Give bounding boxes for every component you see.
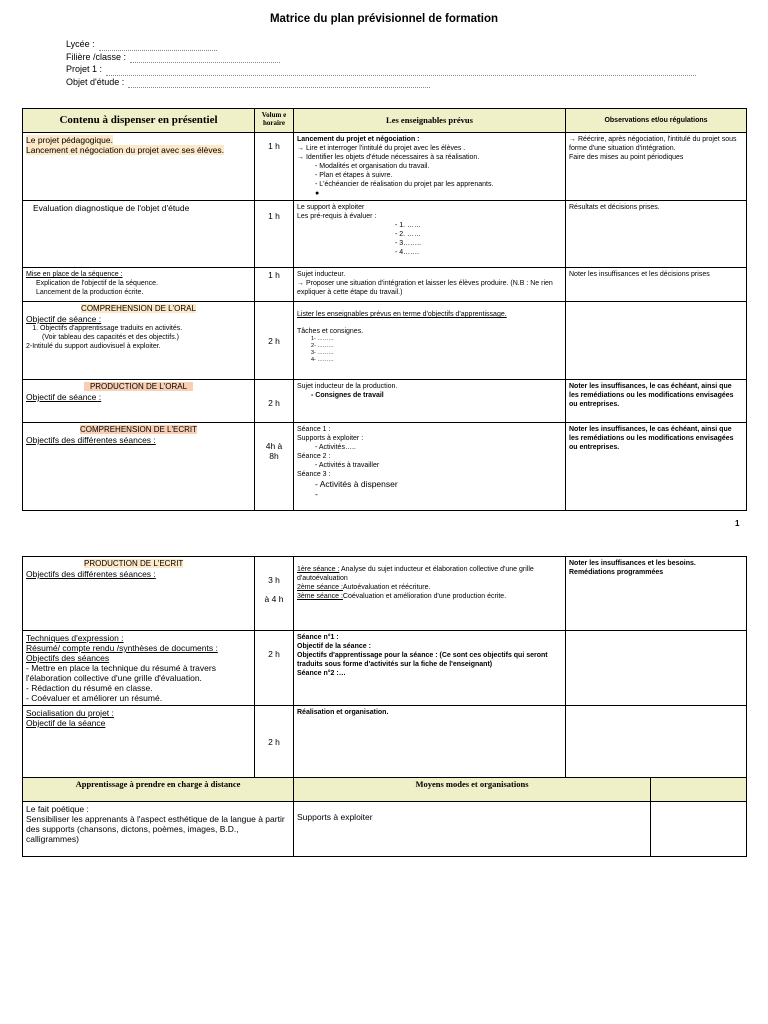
section-heading	[26, 382, 251, 392]
page-number: 1	[735, 519, 740, 528]
projet-label: Projet 1 :	[66, 64, 103, 74]
cell-text: Objectifs des séances	[26, 653, 110, 663]
cell-text: Sensibiliser les apprenants à l'aspect esthétique de la langue à partir des supports (chansons, dictons, poèmes, images, B.D., calligrammes)	[26, 814, 285, 844]
cell-text: Supports à exploiter :	[297, 435, 364, 442]
seance-label: 3ème séance :	[297, 593, 343, 600]
cell-contenu	[23, 557, 255, 631]
cell-text: Séance n°1 :	[297, 634, 339, 641]
cell-contenu	[23, 380, 255, 423]
section-heading	[26, 304, 251, 314]
cell-text: Lancement de la production écrite.	[36, 289, 144, 296]
cell-text: → Identifier les objets d'étude nécessaires à sa réalisation.	[297, 154, 480, 161]
bullet-icon: ●	[315, 190, 320, 197]
cell-text: Objectifs des différentes séances :	[26, 435, 156, 445]
cell-volume	[255, 423, 294, 511]
list-item: 2- ………	[311, 343, 334, 349]
table-header-row	[23, 778, 747, 802]
seance-text: Coévaluation et amélioration d'une production écrite.	[342, 593, 507, 600]
cell-text: Objectif de la séance :	[297, 643, 371, 650]
cell-contenu	[23, 268, 255, 302]
seance-text: Analyse du sujet inducteur et élaboration collective d'une grille d'autoévaluation	[297, 566, 534, 582]
volume-text: 4h à	[265, 441, 283, 451]
cell-text: Faire des mises au point périodiques	[569, 154, 684, 161]
cell-text: Noter les insuffisances et les besoins.	[569, 560, 696, 567]
cell-text: Lancement du projet et négociation :	[297, 136, 420, 143]
cell-observations: Résultats et décisions prises.	[566, 201, 747, 268]
list-item: - Activités…..	[315, 443, 562, 452]
task-list	[297, 336, 562, 364]
header-moyens: Moyens modes et organisations	[294, 778, 651, 802]
section-heading-text: COMPREHENSION DE L'ORAL	[81, 304, 196, 313]
volume-text: 3 h	[268, 575, 280, 585]
cell-text: Le fait poétique :	[26, 804, 89, 814]
cell-text: Mise en place de la séquence :	[26, 271, 123, 278]
info-projet	[66, 63, 696, 76]
cell-volume	[255, 557, 294, 631]
cell-text	[297, 583, 562, 592]
cell-text: Socialisation du projet :	[26, 708, 114, 718]
cell-enseignables	[294, 268, 566, 302]
table-row	[23, 557, 747, 631]
cell-text: Séance 1 :	[297, 426, 331, 433]
header-enseignables: Les enseignables prévus	[294, 109, 566, 133]
table-row	[23, 302, 747, 380]
volume-text: 8h	[269, 451, 279, 461]
cell-observations	[566, 133, 747, 201]
header-distance: Apprentissage à prendre en charge à distance	[23, 778, 294, 802]
cell-observations: Noter les insuffisances et les décisions prises	[566, 268, 747, 302]
cell-text: Lister les enseignables prévus en terme d'objectifs d'apprentissage.	[297, 311, 507, 318]
list-item: 1- ………	[311, 336, 334, 342]
list-item: 3- ………	[311, 350, 334, 356]
cell-volume: 1 h	[255, 268, 294, 302]
section-heading-text: COMPREHENSION DE L'ECRIT	[79, 425, 198, 434]
cell-observations: Noter les insuffisances, le cas échéant, ainsi que les remédiations ou les modifications envisagées ou entreprises.	[566, 423, 747, 511]
cell-observations	[566, 557, 747, 631]
cell-text: Objectifs des différentes séances :	[26, 569, 156, 579]
cell-enseignables	[294, 380, 566, 423]
volume-text: à 4 h	[264, 594, 284, 604]
cell-text: Lancement et négociation du projet avec ses élèves.	[26, 145, 224, 155]
filiere-field[interactable]	[130, 54, 280, 63]
header-empty	[651, 778, 747, 802]
list-item: 4- ………	[311, 357, 334, 363]
table-header-row	[23, 109, 747, 133]
cell-observations	[566, 631, 747, 706]
cell-volume: 1 h	[255, 133, 294, 201]
table-row	[23, 706, 747, 778]
cell-contenu	[23, 423, 255, 511]
cell-observations: Noter les insuffisances, le cas échéant, ainsi que les remédiations ou les modifications envisagées ou entreprises.	[566, 380, 747, 423]
info-lycee	[66, 38, 696, 51]
cell-text: Résumé/ compte rendu /synthèses de documents :	[26, 643, 218, 653]
cell-contenu	[23, 706, 255, 778]
header-contenu: Contenu à dispenser en présentiel	[23, 109, 255, 133]
table-row	[23, 133, 747, 201]
cell-text: Séance n°2 :…	[297, 670, 346, 677]
cell-volume: 1 h	[255, 201, 294, 268]
cell-text	[297, 592, 562, 601]
info-objet	[66, 76, 696, 89]
cell-text: Techniques d'expression :	[26, 633, 124, 643]
projet-field[interactable]	[106, 67, 696, 76]
list-item: - Activités à dispenser	[315, 479, 562, 489]
cell-contenu: Evaluation diagnostique de l'objet d'étude	[23, 201, 255, 268]
cell-text: Sujet inducteur de la production.	[297, 383, 398, 390]
cell-volume: 2 h	[255, 380, 294, 423]
cell-enseignables	[294, 302, 566, 380]
seance-label: 1ère séance :	[297, 566, 340, 573]
cell-enseignables	[294, 631, 566, 706]
cell-enseignables	[294, 133, 566, 201]
cell-enseignables	[294, 557, 566, 631]
info-block	[66, 38, 696, 88]
section-heading-text: PRODUCTION DE L'ORAL	[84, 382, 193, 391]
list-item: - Modalités et organisation du travail.	[315, 162, 562, 171]
plan-table-1	[22, 108, 747, 511]
cell-volume: 2 h	[255, 302, 294, 380]
prerequis-list	[297, 221, 562, 257]
header-volume: Volum e horaire	[255, 109, 294, 133]
cell-text: Explication de l'objectif de la séquence.	[36, 280, 158, 287]
objet-field[interactable]	[128, 79, 430, 88]
section-heading	[26, 559, 251, 569]
list-item: - Coévaluer et améliorer un résumé.	[26, 693, 251, 703]
cell-enseignables: Réalisation et organisation.	[294, 706, 566, 778]
cell-text: Sujet inducteur.	[297, 271, 346, 278]
cell-text: 2-Intitulé du support audiovisuel à exploiter.	[26, 343, 161, 350]
cell-text: Objectif de la séance	[26, 718, 106, 728]
cell-empty	[651, 802, 747, 857]
cell-text: Le support à exploiter	[297, 204, 365, 211]
list-item	[315, 489, 562, 499]
cell-contenu	[23, 133, 255, 201]
list-item: - 2. ……	[395, 231, 422, 238]
list-item: 1. Objectifs d'apprentissage traduits en activités.	[40, 324, 251, 333]
seance-label: 2ème séance :	[297, 584, 343, 591]
cell-text: → Lire et interroger l'intitulé du projet avec les élèves .	[297, 145, 466, 152]
cell-volume: 2 h	[255, 706, 294, 778]
list-item: - Mettre en place la technique du résumé à travers l'élaboration collective d'une grille d'évaluation.	[26, 663, 251, 683]
list-item: - 3……..	[395, 240, 422, 247]
cell-text: → Réécrire, après négociation, l'intitulé du projet sous forme d'une situation d'intégration.	[569, 136, 737, 152]
info-filiere	[66, 51, 696, 64]
lycee-label: Lycée :	[66, 39, 95, 49]
cell-observations	[566, 706, 747, 778]
table-row	[23, 631, 747, 706]
lycee-field[interactable]	[99, 42, 217, 51]
cell-contenu	[23, 802, 294, 857]
cell-text: Objectif de séance :	[26, 314, 102, 324]
cell-text: Tâches et consignes.	[297, 328, 364, 335]
seance-text: Autoévaluation et réécriture.	[342, 584, 431, 591]
cell-text: Séance 3 :	[297, 471, 331, 478]
cell-text	[297, 565, 562, 583]
filiere-label: Filière /classe :	[66, 51, 127, 62]
cell-enseignables	[294, 201, 566, 268]
section-heading	[26, 425, 251, 435]
page-title: Matrice du plan prévisionnel de formation	[269, 13, 499, 25]
table-row	[23, 380, 747, 423]
cell-text: Le projet pédagogique.	[26, 135, 113, 145]
list-item: - 4…….	[395, 249, 420, 256]
list-item: - Rédaction du résumé en classe.	[26, 683, 251, 693]
cell-contenu	[23, 631, 255, 706]
cell-enseignables	[294, 423, 566, 511]
cell-moyens: Supports à exploiter	[294, 802, 651, 857]
cell-text: Remédiations programmées	[569, 569, 664, 576]
cell-volume: 2 h	[255, 631, 294, 706]
cell-observations	[566, 302, 747, 380]
table-row	[23, 201, 747, 268]
list-item: - Plan et étapes à suivre.	[315, 171, 562, 180]
cell-text: Séance 2 :	[297, 453, 331, 460]
cell-text: Objectifs d'apprentissage pour la séance : (Ce sont ces objectifs qui seront traduits sous forme d'activités sur la fiche de l'enseignant)	[297, 652, 548, 668]
list-item: - 1. ……	[395, 222, 422, 229]
list-item: - Consignes de travail	[311, 391, 562, 400]
list-item: - Activités à travailler	[315, 461, 562, 470]
header-observations: Observations et/ou régulations	[566, 109, 747, 133]
section-heading-text: PRODUCTION DE L'ECRIT	[84, 559, 184, 568]
cell-text: → Proposer une situation d'intégration et laisser les élèves produire. (N.B : Ne rien expliquer à cette étape du travail.)	[297, 280, 553, 296]
cell-text: Objectif de séance :	[26, 392, 102, 402]
cell-text: Les pré-requis à évaluer :	[297, 213, 377, 220]
plan-table-2	[22, 556, 747, 857]
table-row	[23, 423, 747, 511]
objet-label: Objet d'étude :	[66, 76, 125, 87]
cell-contenu	[23, 302, 255, 380]
table-row	[23, 268, 747, 302]
table-row	[23, 802, 747, 857]
list-item: - L'échéancier de réalisation du projet par les apprenants.	[315, 180, 562, 189]
cell-text: (Voir tableau des capacités et des objectifs.)	[42, 334, 179, 341]
